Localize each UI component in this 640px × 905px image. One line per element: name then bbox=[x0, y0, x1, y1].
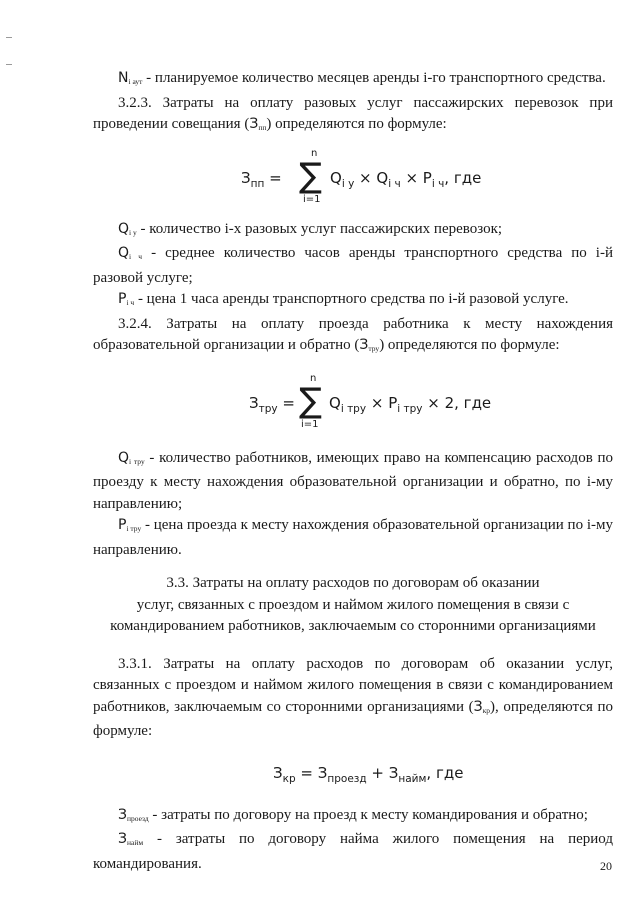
heading-line: командированием работников, заключаемым со сторонними организациями bbox=[110, 618, 596, 634]
formula-equals: = bbox=[264, 168, 282, 187]
paragraph-tail: ) определяются по формуле: bbox=[266, 116, 447, 132]
formula-kr-expression bbox=[273, 763, 463, 791]
definition-text: - цена 1 часа аренды транспортного средства по i-й разовой услуге. bbox=[134, 291, 569, 307]
definition-subscript: проезд bbox=[126, 813, 149, 823]
formula-lhs-subscript: кр bbox=[282, 772, 296, 785]
paragraph-text: 3.2.3. Затраты на оплату разовых услуг пассажирских перевозок при проведении совещания ( bbox=[93, 94, 613, 132]
formula-lhs-subscript: пп bbox=[250, 177, 265, 190]
sigma-icon: ∑ bbox=[299, 155, 322, 196]
symbol-z: З bbox=[359, 337, 369, 353]
definition-n-aut bbox=[93, 68, 613, 93]
formula-term: P bbox=[422, 168, 432, 187]
definition-z-proezd bbox=[93, 805, 613, 830]
definition-q-ich bbox=[93, 243, 613, 289]
paragraph-text: 3.3.1. Затраты на оплату расходов по договорам об оказании услуг, связанных с проездом и наймом жилого помещения в связи с командированием работников, заключаемым со сторонними организациями ( bbox=[93, 655, 613, 715]
margin-mark-bottom bbox=[6, 64, 12, 65]
formula-subscript: i ч bbox=[431, 177, 445, 190]
section-heading-3-3 bbox=[93, 573, 613, 638]
heading-line: 3.3. Затраты на оплату расходов по договорам об оказании bbox=[166, 575, 540, 591]
formula-subscript: найм bbox=[398, 772, 427, 785]
definition-subscript: i тру bbox=[126, 524, 142, 533]
paragraph-tail: ) определяются по формуле: bbox=[379, 337, 560, 353]
definition-symbol: P bbox=[118, 517, 127, 533]
symbol-z-subscript: тру bbox=[368, 344, 380, 353]
definition-text: - цена проезда к месту нахождения образовательной организации по i-му направлению. bbox=[93, 517, 613, 558]
definition-p-ich bbox=[93, 289, 613, 314]
definition-symbol: Q bbox=[118, 220, 130, 237]
definition-symbol: З bbox=[118, 831, 127, 847]
document-page bbox=[93, 68, 613, 875]
paragraph-3-2-4 bbox=[93, 314, 613, 360]
sigma-icon: ∑ bbox=[299, 380, 322, 421]
page-number: 20 bbox=[600, 859, 612, 873]
formula-equals: = bbox=[277, 393, 295, 412]
symbol-z-subscript: пп bbox=[258, 123, 267, 132]
formula-subscript: i ч bbox=[388, 177, 401, 190]
sum-upper-limit: n bbox=[310, 372, 317, 384]
symbol-z: З bbox=[249, 116, 259, 132]
definition-text: - планируемое количество месяцев аренды i-го транспортного средства. bbox=[142, 70, 606, 86]
definition-p-itru bbox=[93, 515, 613, 561]
formula-subscript: i тру bbox=[340, 402, 367, 415]
formula-term: Q bbox=[330, 168, 342, 187]
symbol-n-subscript: i аут bbox=[128, 77, 143, 86]
formula-times: × bbox=[366, 393, 389, 412]
definition-text: - затраты по договору на проезд к месту командирования и обратно; bbox=[148, 806, 588, 823]
formula-subscript: i у bbox=[341, 177, 355, 190]
formula-tail: , где bbox=[444, 168, 482, 187]
symbol-z: З bbox=[473, 698, 483, 715]
sum-lower-limit: i=1 bbox=[301, 418, 319, 430]
formula-tail: × 2, где bbox=[422, 393, 492, 412]
definition-symbol: Q bbox=[118, 449, 130, 466]
definition-symbol: P bbox=[118, 291, 127, 307]
margin-mark-top bbox=[6, 37, 12, 38]
paragraph-3-3-1 bbox=[93, 654, 613, 743]
formula-tru-lhs bbox=[249, 393, 295, 421]
formula-lhs-symbol: З bbox=[241, 168, 251, 187]
definition-text: - количество работников, имеющих право на компенсацию расходов по проезду к месту нахождения образовательной организации и обратно, по i-му направлению; bbox=[93, 449, 613, 512]
paragraph-3-2-3 bbox=[93, 93, 613, 139]
formula-times: × bbox=[400, 168, 423, 187]
symbol-n: N bbox=[118, 70, 129, 86]
sum-upper-limit: n bbox=[311, 147, 318, 159]
formula-pp-body bbox=[330, 168, 481, 196]
symbol-z-subscript: кр bbox=[482, 705, 491, 715]
formula-term: З bbox=[317, 763, 328, 782]
formula-equals: = bbox=[295, 763, 318, 782]
formula-pp-lhs bbox=[241, 168, 282, 196]
heading-line: услуг, связанных с проездом и наймом жилого помещения в связи с bbox=[136, 596, 570, 613]
sum-lower-limit: i=1 bbox=[303, 193, 321, 205]
formula-kr bbox=[93, 751, 613, 795]
definition-symbol: Q bbox=[118, 245, 130, 261]
formula-term: P bbox=[388, 393, 398, 412]
formula-lhs-subscript: тру bbox=[258, 402, 278, 415]
formula-term: Q bbox=[376, 168, 389, 187]
formula-tru bbox=[93, 374, 613, 430]
formula-times: × bbox=[354, 168, 377, 187]
definition-z-naim bbox=[93, 829, 613, 875]
definition-subscript: i у bbox=[129, 227, 137, 237]
formula-subscript: i тру bbox=[397, 402, 423, 415]
paragraph-tail: ), определяются по формуле: bbox=[93, 698, 613, 739]
formula-tail: , где bbox=[426, 763, 464, 782]
paragraph-text: 3.2.4. Затраты на оплату проезда работника к месту нахождения образовательной организации и обратно ( bbox=[93, 315, 613, 353]
formula-term: З bbox=[388, 763, 399, 782]
definition-text: - затраты по договору найма жилого помещения на период командирования. bbox=[93, 831, 613, 872]
formula-pp bbox=[93, 149, 613, 205]
definition-q-iu bbox=[93, 219, 613, 244]
formula-term: Q bbox=[329, 393, 341, 412]
definition-q-itru bbox=[93, 448, 613, 516]
definition-subscript: i ч bbox=[126, 298, 135, 307]
formula-tru-body bbox=[329, 393, 491, 421]
definition-text: - количество i-х разовых услуг пассажирских перевозок; bbox=[136, 220, 503, 237]
formula-lhs-symbol: З bbox=[249, 393, 259, 412]
formula-subscript: проезд bbox=[327, 772, 367, 785]
definition-subscript: найм bbox=[126, 838, 144, 847]
definition-symbol: З bbox=[118, 806, 127, 823]
formula-lhs-symbol: З bbox=[273, 763, 283, 782]
definition-subscript: i ч bbox=[129, 252, 143, 261]
formula-plus: + bbox=[366, 763, 389, 782]
definition-subscript: i тру bbox=[129, 456, 145, 466]
definition-text: - среднее количество часов аренды транспортного средства по i-й разовой услуге; bbox=[93, 245, 613, 286]
